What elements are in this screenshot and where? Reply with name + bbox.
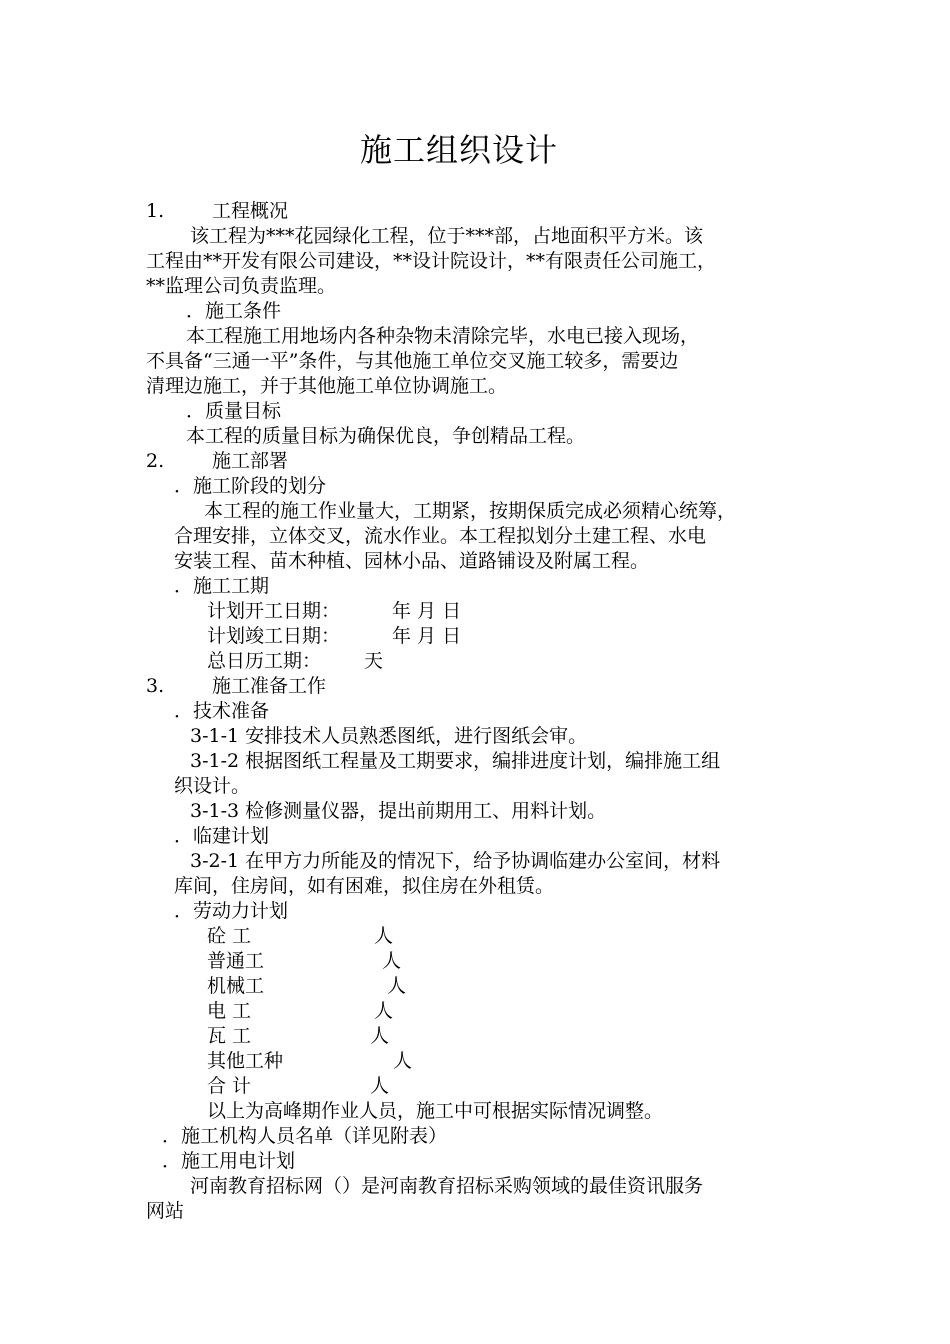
- section-3-title: 施工准备工作: [212, 675, 327, 697]
- technical-item-2-line-2: 织设计。: [174, 775, 251, 797]
- paragraph-conditions-line-1: 本工程施工用地场内各种杂物未清除完毕，水电已接入现场，: [186, 325, 700, 347]
- section-1-heading: [146, 199, 288, 224]
- paragraph-overview-line-1: 该工程为***花园绿化工程，位于***部，占地面积平方米。该: [190, 225, 704, 247]
- labor-row-unit: 人: [370, 1075, 390, 1097]
- labor-row-name: 瓦 工: [207, 1025, 252, 1047]
- section-1-title: 工程概况: [212, 200, 289, 222]
- section-2-title: 施工部署: [212, 450, 289, 472]
- paragraph-conditions-line-3: 清理边施工，并于其他施工单位协调施工。: [146, 375, 508, 397]
- labor-note: 以上为高峰期作业人员，施工中可根据实际情况调整。: [207, 1100, 664, 1122]
- schedule-total-value: 天: [364, 650, 384, 672]
- subsection-power-heading: ．施工用电计划: [162, 1150, 296, 1172]
- technical-item-2-line-1: 3-1-2 根据图纸工程量及工期要求，编排进度计划，编排施工组: [190, 750, 721, 772]
- paragraph-overview-line-2: 工程由**开发有限公司建设，**设计院设计，**有限责任公司施工，: [146, 250, 717, 272]
- subsection-conditions-heading: ．施工条件: [186, 300, 282, 322]
- labor-row-unit: 人: [370, 1025, 390, 1047]
- paragraph-website-line-1: 河南教育招标网（）是河南教育招标采购领域的最佳资讯服务: [190, 1175, 704, 1197]
- labor-row-unit: 人: [382, 950, 402, 972]
- paragraph-phases-line-1: 本工程的施工作业量大，工期紧，按期保质完成必须精心统筹，: [204, 500, 737, 522]
- schedule-start-value: 年 月 日: [392, 600, 462, 622]
- paragraph-website-line-2: 网站: [146, 1200, 185, 1222]
- paragraph-conditions-line-2: 不具备“三通一平”条件，与其他施工单位交叉施工较多，需要边: [146, 350, 679, 372]
- labor-row-name: 合 计: [207, 1075, 252, 1097]
- subsection-technical-heading: ．技术准备: [174, 700, 270, 722]
- section-3-heading: [146, 674, 326, 699]
- temporary-item-1-line-1: 3-2-1 在甲方力所能及的情况下，给予协调临建办公室间，材料: [190, 850, 721, 872]
- section-1-number: 1.: [146, 200, 165, 222]
- paragraph-quality-line-1: 本工程的质量目标为确保优良，争创精品工程。: [186, 425, 586, 447]
- labor-row-name: 其他工种: [207, 1050, 284, 1072]
- paragraph-overview-line-3: **监理公司负责监理。: [146, 275, 337, 297]
- labor-row-unit: 人: [374, 1000, 394, 1022]
- subsection-schedule-heading: ．施工工期: [174, 575, 270, 597]
- subsection-phases-heading: ．施工阶段的划分: [174, 475, 327, 497]
- paragraph-phases-line-2: 合理安排，立体交叉，流水作业。本工程拟划分土建工程、水电: [174, 525, 707, 547]
- schedule-start-label: 计划开工日期：: [207, 600, 341, 622]
- labor-row-unit: 人: [387, 975, 407, 997]
- labor-row-name: 普通工: [207, 950, 265, 972]
- labor-row-name: 机械工: [207, 975, 265, 997]
- section-2-number: 2.: [146, 450, 165, 472]
- subsection-staff-list-heading: ．施工机构人员名单（详见附表）: [162, 1125, 448, 1147]
- schedule-end-label: 计划竣工日期：: [207, 625, 341, 647]
- section-3-number: 3.: [146, 675, 165, 697]
- labor-row-name: 电 工: [207, 1000, 252, 1022]
- temporary-item-1-line-2: 库间，住房间，如有困难，拟住房在外租赁。: [174, 875, 555, 897]
- technical-item-3: 3-1-3 检修测量仪器，提出前期用工、用料计划。: [190, 800, 607, 822]
- subsection-labor-heading: ．劳动力计划: [174, 900, 289, 922]
- schedule-end-value: 年 月 日: [392, 625, 462, 647]
- labor-row-name: 砼 工: [207, 925, 252, 947]
- section-2-heading: [146, 449, 288, 474]
- paragraph-phases-line-3: 安装工程、苗木种植、园林小品、道路铺设及附属工程。: [174, 550, 650, 572]
- subsection-quality-heading: ．质量目标: [186, 400, 282, 422]
- technical-item-1: 3-1-1 安排技术人员熟悉图纸，进行图纸会审。: [190, 725, 588, 747]
- document-title: 施工组织设计: [359, 131, 558, 169]
- labor-row-unit: 人: [393, 1050, 413, 1072]
- labor-row-unit: 人: [374, 925, 394, 947]
- subsection-temporary-heading: ．临建计划: [174, 825, 270, 847]
- schedule-total-label: 总日历工期：: [207, 650, 322, 672]
